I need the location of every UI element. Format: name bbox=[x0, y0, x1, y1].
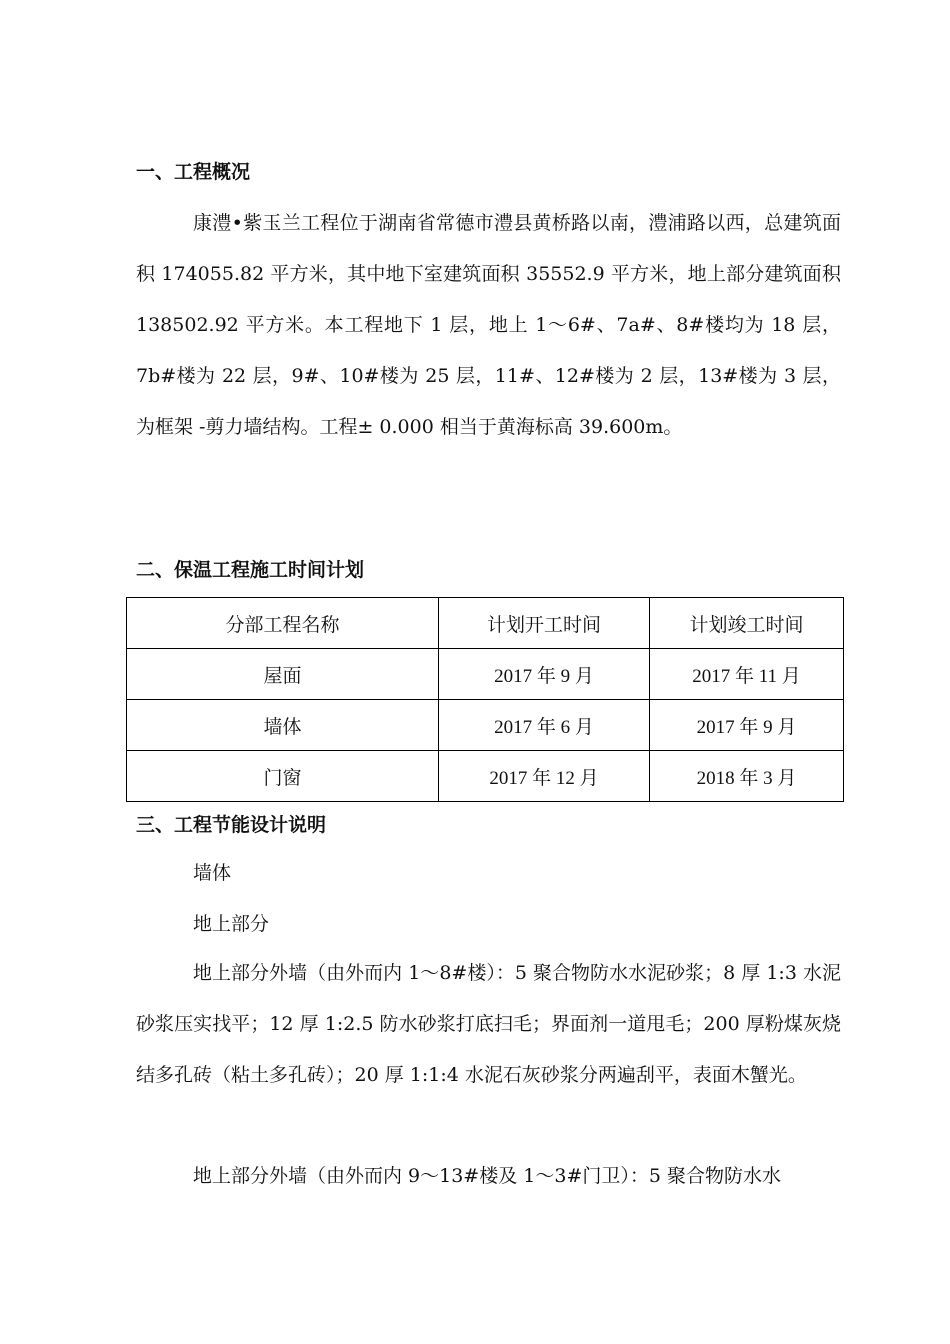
subheading-above-ground: 地上部分 bbox=[193, 913, 270, 935]
section-heading-overview: 一、工程概况 bbox=[136, 161, 251, 183]
wall-spec-paragraph-2: 地上部分外墙（由外而内 9～13#楼及 1～3#门卫）：5 聚合物防水水 bbox=[193, 1165, 781, 1187]
table-cell-end: 2017 年 9 月 bbox=[650, 700, 844, 751]
table-cell-name: 墙体 bbox=[127, 700, 439, 751]
overview-paragraph: 康澧•紫玉兰工程位于湖南省常德市澧县黄桥路以南，澧浦路以西，总建筑面积 174055.82 平方米，其中地下室建筑面积 35552.9 平方米，地上部分建筑面积 138502.92 平方米。本工程地下 1 层，地上 1～6#、7a#、8#楼均为 18 层，7b#楼为 22 层，9#、10#楼为 25 层，11#、12#楼为 2 层，13#楼为 3 层，为框架 -剪力墙结构。工程± 0.000 相当于黄海标高 39.600m。 bbox=[136, 212, 841, 438]
table-header-row bbox=[127, 598, 844, 649]
table-row bbox=[127, 649, 844, 700]
table-cell-start: 2017 年 6 月 bbox=[439, 700, 650, 751]
table-cell-name: 门窗 bbox=[127, 751, 439, 802]
table-header-cell: 分部工程名称 bbox=[127, 598, 439, 649]
table-cell-start: 2017 年 12 月 bbox=[439, 751, 650, 802]
table-row bbox=[127, 700, 844, 751]
table-cell-end: 2018 年 3 月 bbox=[650, 751, 844, 802]
subheading-wall: 墙体 bbox=[193, 862, 232, 884]
table-cell-name: 屋面 bbox=[127, 649, 439, 700]
schedule-table bbox=[126, 597, 844, 802]
table-row bbox=[127, 751, 844, 802]
section-heading-energy-design: 三、工程节能设计说明 bbox=[136, 814, 327, 836]
table-header-cell: 计划竣工时间 bbox=[650, 598, 844, 649]
table-cell-end: 2017 年 11 月 bbox=[650, 649, 844, 700]
section-heading-schedule: 二、保温工程施工时间计划 bbox=[136, 559, 365, 581]
table-header-cell: 计划开工时间 bbox=[439, 598, 650, 649]
wall-spec-paragraph-1: 地上部分外墙（由外而内 1～8#楼）：5 聚合物防水水泥砂浆；8 厚 1:3 水泥砂浆压实找平；12 厚 1:2.5 防水砂浆打底扫毛；界面剂一道甩毛；200 厚粉煤灰烧结多孔砖（粘土多孔砖）；20 厚 1:1:4 水泥石灰砂浆分两遍刮平，表面木蟹光。 bbox=[136, 962, 841, 1086]
table-cell-start: 2017 年 9 月 bbox=[439, 649, 650, 700]
